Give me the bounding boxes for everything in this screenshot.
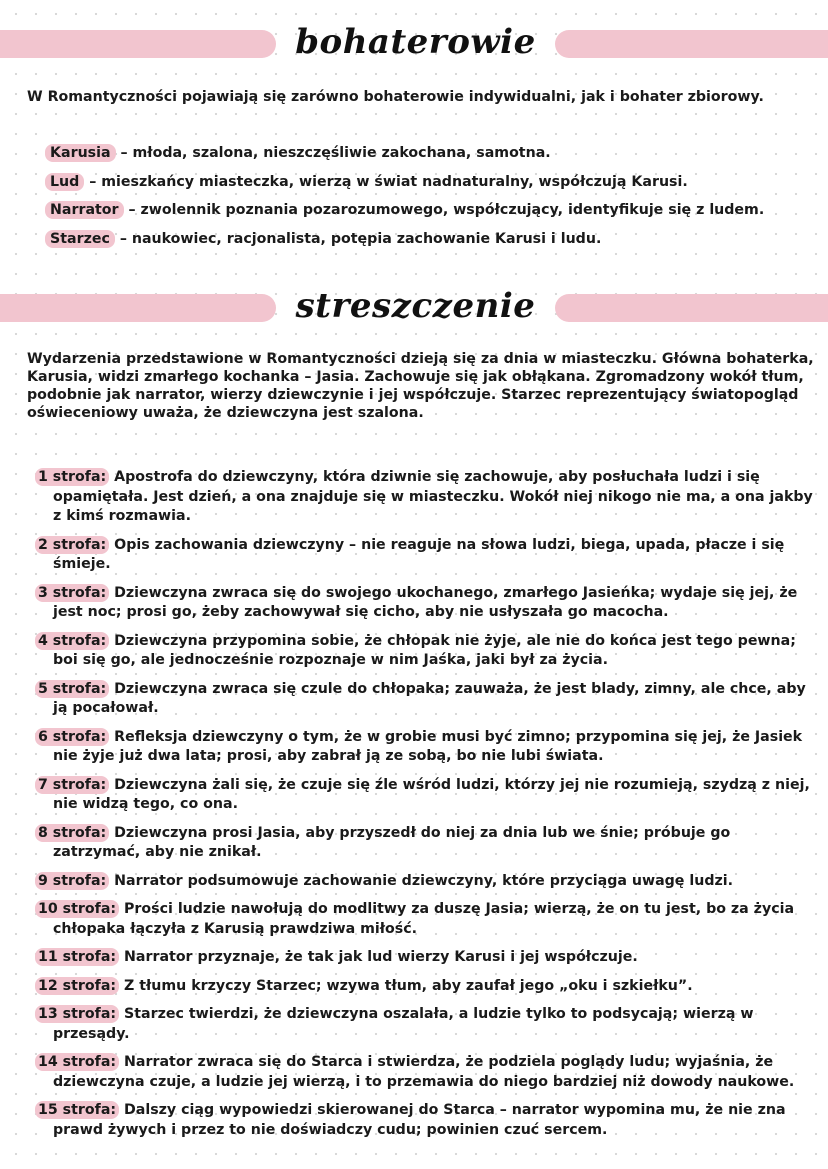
strofa-text: Refleksja dziewczyny o tym, że w grobie musi być zimno; przypomina się jej, że Jasiek nie żyje już dwa lata; prosi, aby zabrał ją ze sobą, bo nie lubi świata.: [53, 728, 803, 764]
strofa-item: [35, 680, 815, 719]
strofa-label: 11 strofa:: [35, 948, 119, 966]
strofa-label: 4 strofa:: [35, 632, 109, 650]
strofa-text: Narrator podsumowuje zachowanie dziewczyny, które przyciąga uwagę ludzi.: [109, 872, 734, 889]
decorative-bar-right: [555, 30, 828, 58]
hero-desc: – naukowiec, racjonalista, potępia zachowanie Karusi i ludu.: [114, 230, 602, 247]
strofa-item: [35, 536, 815, 575]
strofa-item: [35, 1101, 815, 1140]
strofa-text: Narrator przyznaje, że tak jak lud wierzy Karusi i jej współczuje.: [119, 949, 638, 965]
decorative-bar-left: [0, 294, 276, 322]
hero-item: [50, 142, 810, 171]
strofa-label: 7 strofa:: [35, 776, 109, 794]
strofa-text: Apostrofa do dziewczyny, która dziwnie się zachowuje, aby posłuchała ludzi i się opamiętała. Jest dzień, a ona znajduje się w miasteczku. Wokół niej nikogo nie ma, a ona jakby z kimś rozmawia.: [53, 469, 813, 524]
hero-name: Narrator: [45, 201, 124, 219]
strofa-text: Opis zachowania dziewczyny – nie reaguje na słowa ludzi, biega, upada, płacze i się śmieje.: [53, 536, 785, 572]
strofa-list: [35, 468, 815, 1149]
strofa-label: 6 strofa:: [35, 728, 109, 746]
decorative-bar-right: [555, 294, 828, 322]
strofa-item: [35, 824, 815, 863]
hero-desc: – młoda, szalona, nieszczęśliwie zakochana, samotna.: [115, 145, 551, 161]
strofa-label: 12 strofa:: [35, 977, 119, 995]
strofa-text: Dziewczyna przypomina sobie, że chłopak nie żyje, ale nie do końca jest tego pewna; boi się go, ale jednocześnie rozpoznaje w nim Jaśka, jaki był za życia.: [53, 632, 796, 668]
strofa-label: 1 strofa:: [35, 468, 109, 486]
strofa-item: [35, 632, 815, 671]
strofa-text: Starzec twierdzi, że dziewczyna oszalała, a ludzie tylko to podsycają; wierzą w przesądy.: [53, 1006, 754, 1042]
strofa-text: Dziewczyna zwraca się czule do chłopaka; zauważa, że jest blady, zimny, ale chce, aby ją pocałował.: [53, 680, 806, 716]
strofa-text: Dziewczyna zwraca się do swojego ukochanego, zmarłego Jasieńka; wydaje się jej, że jest noc; prosi go, żeby zachowywał się cicho, aby nie usłyszała go macocha.: [53, 584, 798, 620]
strofa-item: [35, 872, 815, 892]
decorative-bar-left: [0, 30, 276, 58]
hero-desc: – zwolennik poznania pozarozumowego, współczujący, identyfikuje się z ludem.: [123, 202, 765, 218]
strofa-label: 13 strofa:: [35, 1005, 119, 1023]
strofa-item: [35, 776, 815, 815]
section-title-heroes: bohaterowie: [295, 22, 536, 62]
heroes-intro: W Romantyczności pojawiają się zarówno bohaterowie indywidualni, jak i bohater zbiorowy.: [27, 89, 764, 105]
section-header-summary: [0, 288, 828, 328]
strofa-label: 10 strofa:: [35, 900, 119, 918]
section-header-heroes: [0, 24, 828, 64]
strofa-text: Dalszy ciąg wypowiedzi skierowanej do Starca – narrator wypomina mu, że nie zna prawd żywych i przez to nie doświadczy cudu; powinien czuć sercem.: [53, 1102, 786, 1138]
strofa-item: [35, 1005, 815, 1044]
strofa-text: Narrator zwraca się do Starca i stwierdza, że podziela poglądy ludu; wyjaśnia, że dziewczyna czuje, a ludzie jej wierzą, i to przemawia do niego bardziej niż dowody naukowe.: [53, 1054, 795, 1090]
hero-name: Karusia: [45, 144, 116, 162]
strofa-item: [35, 900, 815, 939]
strofa-text: Z tłumu krzyczy Starzec; wzywa tłum, aby zaufał jego „oku i szkiełku”.: [119, 977, 693, 994]
strofa-item: [35, 584, 815, 623]
hero-item: [50, 228, 810, 257]
strofa-label: 2 strofa:: [35, 536, 109, 554]
strofa-label: 9 strofa:: [35, 872, 109, 890]
hero-name: Starzec: [45, 230, 115, 248]
strofa-item: [35, 468, 815, 527]
hero-desc: – mieszkańcy miasteczka, wierzą w świat nadnaturalny, współczują Karusi.: [84, 173, 688, 190]
strofa-label: 8 strofa:: [35, 824, 109, 842]
hero-item: [50, 199, 810, 228]
hero-name: Lud: [45, 173, 84, 191]
strofa-item: [35, 977, 815, 997]
hero-item: [50, 171, 810, 200]
strofa-label: 14 strofa:: [35, 1053, 119, 1071]
heroes-list: [50, 142, 810, 256]
strofa-item: [35, 728, 815, 767]
strofa-text: Dziewczyna prosi Jasia, aby przyszedł do niej za dnia lub we śnie; próbuje go zatrzymać, aby nie znikał.: [53, 824, 731, 860]
strofa-label: 3 strofa:: [35, 584, 109, 602]
strofa-text: Prości ludzie nawołują do modlitwy za duszę Jasia; wierzą, że on tu jest, bo za życia chłopaka łączyła z Karusią prawdziwa miłość.: [53, 901, 795, 937]
section-title-summary: streszczenie: [295, 286, 536, 326]
strofa-label: 15 strofa:: [35, 1101, 119, 1119]
strofa-text: Dziewczyna żali się, że czuje się źle wśród ludzi, którzy jej nie rozumieją, szydzą z niej, nie widzą tego, co ona.: [53, 776, 810, 812]
strofa-item: [35, 948, 815, 968]
summary-intro: Wydarzenia przedstawione w Romantyczności dzieją się za dnia w miasteczku. Główna bohaterka, Karusia, widzi zmarłego kochanka – Jasia. Zachowuje się jak obłąkana. Zgromadzony wokół tłum, podobnie jak narrator, wierzy dziewczynie i jej współczuje. Starzec reprezentujący światopogląd oświeceniowy uważa, że dziewczyna jest szalona.: [27, 351, 814, 421]
strofa-label: 5 strofa:: [35, 680, 109, 698]
strofa-item: [35, 1053, 815, 1092]
